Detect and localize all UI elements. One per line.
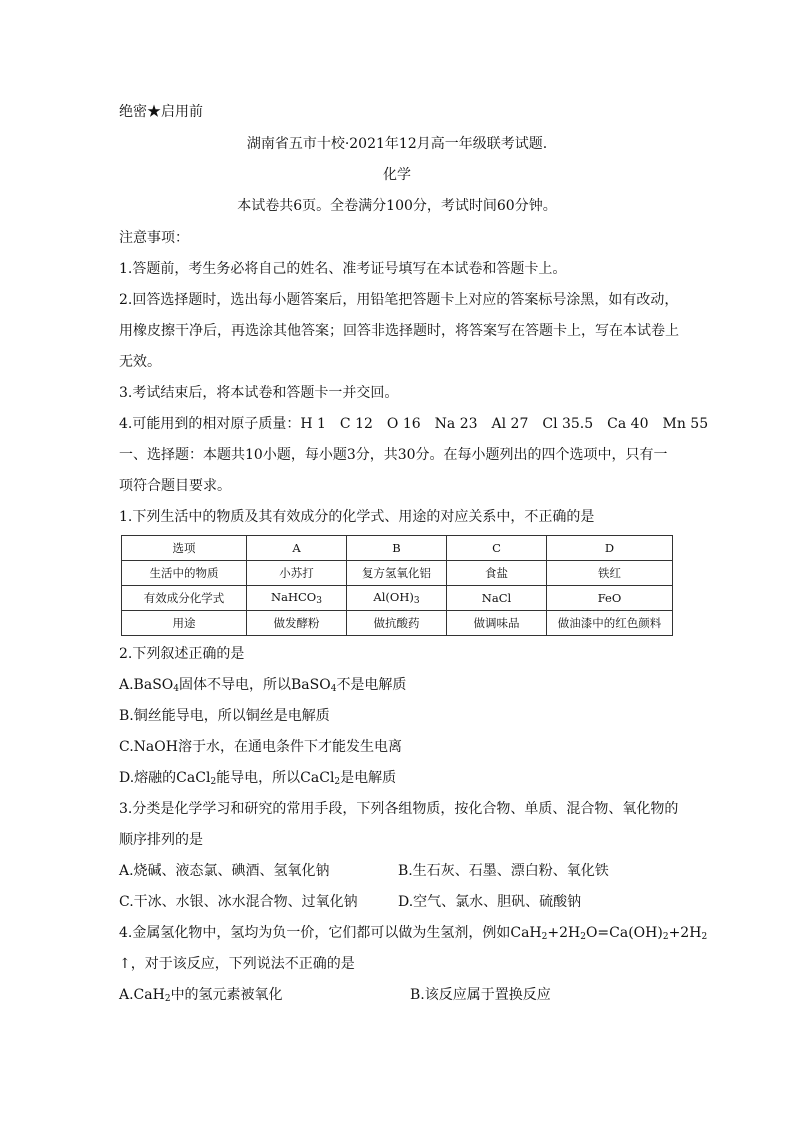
table-cell: A bbox=[247, 536, 347, 561]
note-2-line-3: 无效。 bbox=[119, 354, 161, 370]
question-4-stem-line-2: ↑，对于该反应，下列说法不正确的是 bbox=[119, 956, 355, 972]
stem-text: O=Ca(OH) bbox=[585, 925, 663, 941]
table-cell: FeO bbox=[547, 586, 673, 611]
table-cell: 小苏打 bbox=[247, 561, 347, 586]
note-2-line-1: 2.回答选择题时，选出每小题答案后，用铅笔把答题卡上对应的答案标号涂黑，如有改动， bbox=[119, 292, 679, 308]
formula-text: Al(OH) bbox=[373, 590, 414, 604]
note-3: 3.考试结束后，将本试卷和答题卡一并交回。 bbox=[119, 385, 399, 401]
table-cell: 做油漆中的红色颜料 bbox=[547, 611, 673, 636]
question-3-option-d: D.空气、氯水、胆矾、硫酸钠 bbox=[398, 894, 582, 910]
question-2-stem: 2.下列叙述正确的是 bbox=[119, 646, 245, 662]
stem-text: +2H bbox=[547, 925, 581, 941]
question-3-option-b: B.生石灰、石墨、漂白粉、氧化铁 bbox=[398, 863, 609, 879]
question-3-option-c: C.干冰、水银、冰水混合物、过氧化钠 bbox=[119, 894, 358, 910]
question-2-option-d bbox=[119, 768, 396, 792]
subscript: 2 bbox=[210, 777, 217, 787]
subscript: 2 bbox=[541, 932, 548, 942]
table-cell: 生活中的物质 bbox=[122, 561, 247, 586]
option-text: 是电解质 bbox=[340, 770, 397, 786]
option-text: D.熔融的CaCl bbox=[119, 770, 211, 786]
table-cell bbox=[347, 586, 447, 611]
question-2-option-b: B.铜丝能导电，所以铜丝是电解质 bbox=[119, 708, 330, 724]
confidential-label: 绝密★启用前 bbox=[119, 104, 203, 120]
option-text: 固体不导电，所以BaSO bbox=[179, 677, 331, 693]
subscript: 2 bbox=[334, 777, 341, 787]
section-1-line-2: 项符合题目要求。 bbox=[119, 478, 231, 494]
table-row bbox=[122, 561, 673, 586]
table-cell: 做抗酸药 bbox=[347, 611, 447, 636]
table-cell: 铁红 bbox=[547, 561, 673, 586]
table-cell: D bbox=[547, 536, 673, 561]
option-text: A.BaSO bbox=[119, 677, 174, 693]
table-row bbox=[122, 586, 673, 611]
question-4-stem-line-1 bbox=[119, 923, 707, 947]
exam-title: 湖南省五市十校·2021年12月高一年级联考试题. bbox=[246, 136, 548, 152]
exam-info: 本试卷共6页。全卷满分100分，考试时间60分钟。 bbox=[237, 198, 557, 214]
table-cell: C bbox=[447, 536, 547, 561]
subscript: 3 bbox=[316, 596, 322, 606]
stem-text: 4.金属氢化物中，氢均为负一价，它们都可以做为生氢剂，例如CaH bbox=[119, 925, 542, 941]
option-text: 能导电，所以CaCl bbox=[216, 770, 335, 786]
question-3-stem-line-2: 顺序排列的是 bbox=[119, 832, 203, 848]
subscript: 2 bbox=[164, 994, 171, 1004]
section-1-line-1: 一、选择题：本题共10小题，每小题3分，共30分。在每小题列出的四个选项中，只有一 bbox=[119, 447, 668, 463]
subscript: 2 bbox=[662, 932, 669, 942]
formula-text: NaHCO bbox=[271, 590, 317, 604]
note-1: 1.答题前，考生务必将自己的姓名、准考证号填写在本试卷和答题卡上。 bbox=[119, 261, 567, 277]
question-2-option-a bbox=[119, 675, 406, 699]
question-4-option-b: B.该反应属于置换反应 bbox=[410, 987, 551, 1003]
note-4: 4.可能用到的相对原子质量：H 1 C 12 O 16 Na 23 Al 27 Cl 35.5 Ca 40 Mn 55 bbox=[119, 416, 709, 432]
question-4-option-a bbox=[119, 985, 283, 1009]
subscript: 2 bbox=[580, 932, 586, 942]
subscript: 4 bbox=[330, 684, 337, 694]
question-3-option-a: A.烧碱、液态氯、碘酒、氢氧化钠 bbox=[119, 863, 330, 879]
table-cell: 做调味品 bbox=[447, 611, 547, 636]
option-text: A.CaH bbox=[119, 987, 165, 1003]
option-text: 不是电解质 bbox=[336, 677, 407, 693]
table-cell: 复方氢氧化铝 bbox=[347, 561, 447, 586]
table-cell: 食盐 bbox=[447, 561, 547, 586]
table-row bbox=[122, 536, 673, 561]
subject-title: 化学 bbox=[383, 167, 411, 183]
table-cell: B bbox=[347, 536, 447, 561]
table-row bbox=[122, 611, 673, 636]
note-2-line-2: 用橡皮擦干净后，再选涂其他答案；回答非选择题时，将答案写在答题卡上，写在本试卷上 bbox=[119, 323, 679, 339]
table-cell: 选项 bbox=[122, 536, 247, 561]
table-cell: NaCl bbox=[447, 586, 547, 611]
table-cell: 有效成分化学式 bbox=[122, 586, 247, 611]
table-cell bbox=[247, 586, 347, 611]
question-3-stem-line-1: 3.分类是化学学习和研究的常用手段，下列各组物质，按化合物、单质、混合物、氧化物的 bbox=[119, 801, 679, 817]
table-cell: 做发酵粉 bbox=[247, 611, 347, 636]
question-2-option-c: C.NaOH溶于水，在通电条件下才能发生电离 bbox=[119, 739, 402, 755]
subscript: 4 bbox=[173, 684, 179, 694]
notes-heading: 注意事项： bbox=[119, 230, 189, 246]
question-1-table bbox=[121, 535, 673, 636]
option-text: 中的氢元素被氧化 bbox=[170, 987, 283, 1003]
table-cell: 用途 bbox=[122, 611, 247, 636]
subscript: 2 bbox=[701, 932, 708, 942]
stem-text: +2H bbox=[668, 925, 702, 941]
question-1-stem: 1.下列生活中的物质及其有效成分的化学式、用途的对应关系中，不正确的是 bbox=[119, 509, 595, 525]
subscript: 3 bbox=[413, 596, 420, 606]
